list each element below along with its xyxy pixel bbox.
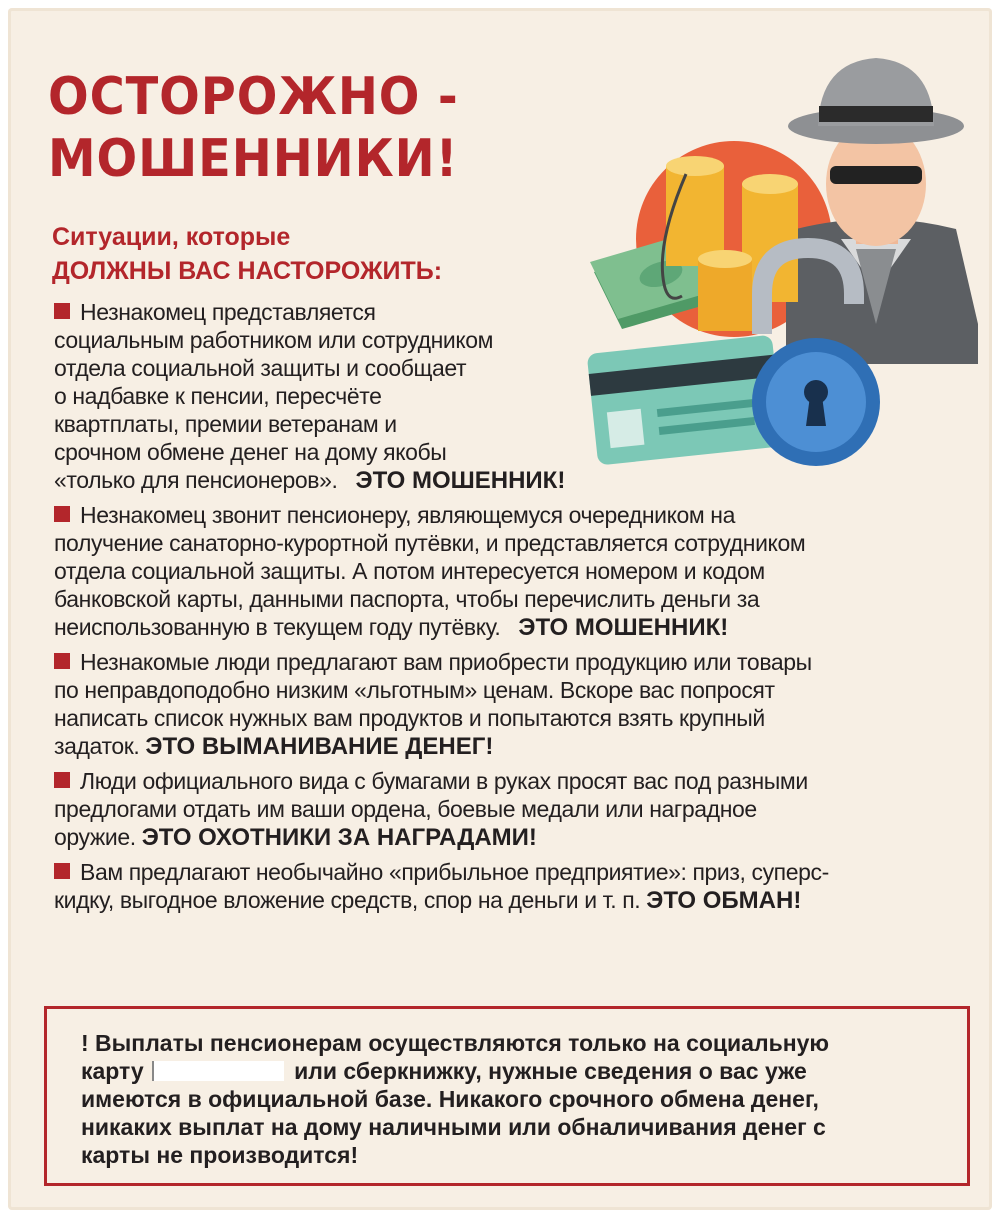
bullet-square-icon [54,772,70,788]
subtitle [52,220,442,288]
title-line-2: МОШЕННИКИ! [48,129,459,189]
list-item [54,648,974,761]
item-text: неиспользованную в текущем году путёвку. [54,614,501,640]
item-text: оружие. [54,824,136,850]
item-text: о надбавке к пенсии, пересчёте [54,383,382,409]
page-title [48,66,459,190]
bullet-square-icon [54,863,70,879]
verdict-label: ЭТО МОШЕННИК! [355,467,566,494]
list-item [54,767,974,852]
item-text: банковской карты, данными паспорта, чтобы перечислить деньги за [54,586,760,612]
title-line-1: ОСТОРОЖНО - [48,67,459,127]
subtitle-line-2: ДОЛЖНЫ ВАС НАСТОРОЖИТЬ: [52,257,443,285]
list-item [54,858,974,915]
bullet-square-icon [54,303,70,319]
item-text: отдела социальной защиты. А потом интересуется номером и кодом [54,558,765,584]
item-text: срочном обмене денег на дому якобы [54,439,447,465]
item-text: «только для пенсионеров». [54,467,338,493]
item-text: задаток. [54,733,140,759]
item-text: Незнакомец звонит пенсионеру, являющемуся очередником на [80,502,735,528]
notice-text: карты не производится! [81,1142,359,1168]
item-text: Незнакомые люди предлагают вам приобрести продукцию или товары [80,649,812,675]
payment-notice-box [44,1006,970,1186]
verdict-label: ЭТО ОБМАН! [646,887,802,914]
item-text: по неправдоподобно низким «льготным» ценам. Вскоре вас попросят [54,677,775,703]
situations-list [54,298,974,915]
redacted-blank [152,1061,284,1081]
bullet-square-icon [54,506,70,522]
notice-text: карту [81,1058,144,1084]
verdict-label: ЭТО МОШЕННИК! [518,614,729,641]
subtitle-line-1: Ситуации, которые [52,223,291,251]
poster [8,8,992,1210]
notice-text: никаких выплат на дому наличными или обналичивания денег с [81,1114,826,1140]
item-text: отдела социальной защиты и сообщает [54,355,467,381]
item-text: написать список нужных вам продуктов и попытаются взять крупный [54,705,765,731]
item-text: Люди официального вида с бумагами в руках просят вас под разными [80,768,808,794]
item-text: получение санаторно-курортной путёвки, и представляется сотрудником [54,530,806,556]
verdict-label: ЭТО ВЫМАНИВАНИЕ ДЕНЕГ! [145,733,494,760]
list-item [54,298,974,495]
notice-text: имеются в официальной базе. Никакого срочного обмена денег, [81,1086,819,1112]
bullet-square-icon [54,653,70,669]
item-text: Незнакомец представляется [80,299,376,325]
item-text: квартплаты, премии ветеранам и [54,411,397,437]
item-text: предлогами отдать им ваши ордена, боевые медали или наградное [54,796,757,822]
item-text: кидку, выгодное вложение средств, спор на деньги и т. п. [54,887,641,913]
verdict-label: ЭТО ОХОТНИКИ ЗА НАГРАДАМИ! [141,824,537,851]
item-text: Вам предлагают необычайно «прибыльное предприятие»: приз, суперс- [80,859,829,885]
notice-text: ! Выплаты пенсионерам осуществляются только на социальную [81,1030,830,1056]
notice-text: или сберкнижку, нужные сведения о вас уже [294,1058,807,1084]
list-item [54,501,974,642]
item-text: социальным работником или сотрудником [54,327,494,353]
